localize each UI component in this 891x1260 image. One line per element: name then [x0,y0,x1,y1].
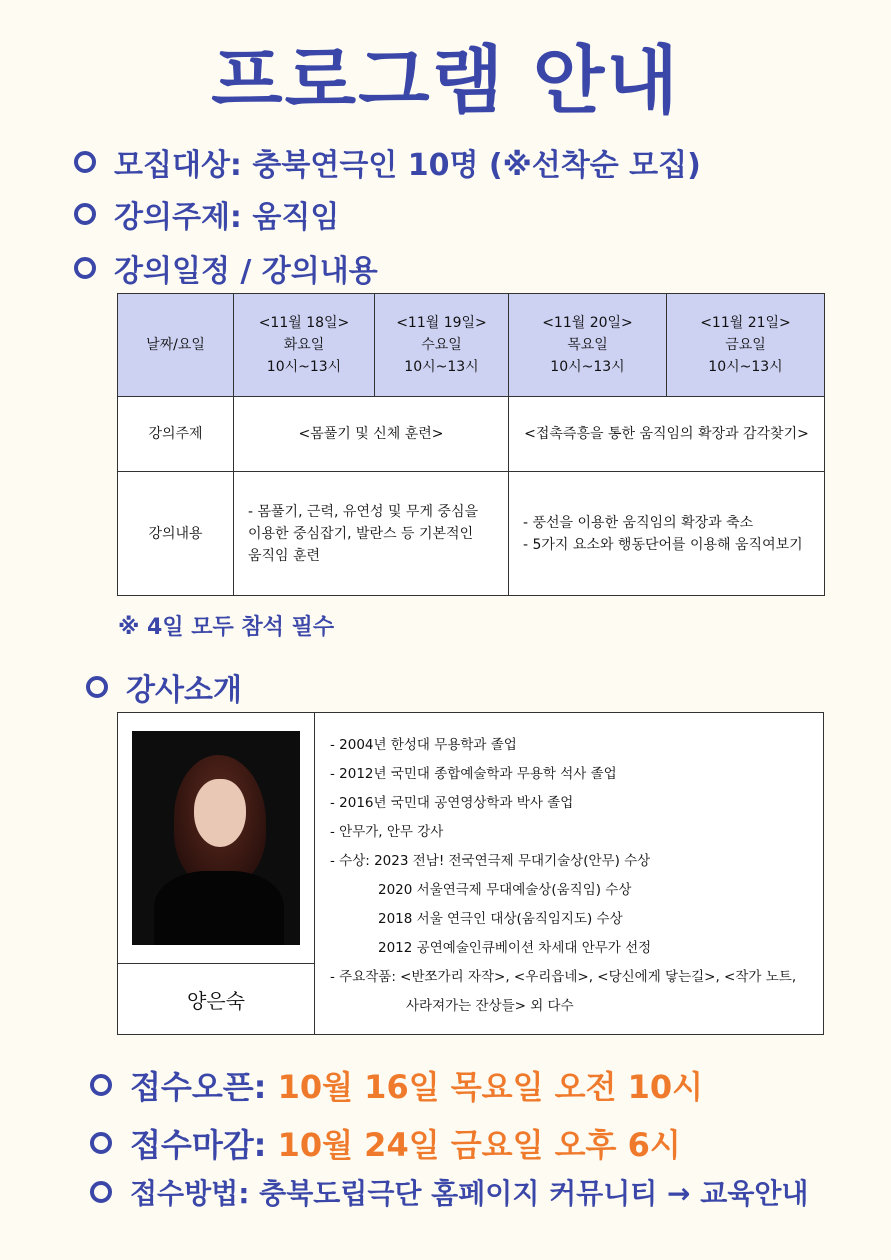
registration-method-label: 접수방법: [130,1177,250,1210]
topic-first-cell: <몸풀기 및 신체 훈련> [234,397,509,472]
page-title: 프로그램 안내 [211,38,680,124]
instructor-name: 양은숙 [118,963,314,1035]
content-row-label: 강의내용 [118,472,234,596]
attendance-note: ※ 4일 모두 참석 필수 [118,615,335,640]
instructor-box [117,712,824,1035]
recruit-target-value: 충북연극인 10명 (※선착순 모집) [252,148,701,183]
recruit-target-line [74,140,701,184]
instructor-heading: 강사소개 [126,673,242,708]
ring-bullet-icon [74,257,96,279]
schedule-day-cell: <11월 19일> 수요일 10시~13시 [375,294,509,397]
ring-bullet-icon [74,203,96,225]
lecture-topic-line [74,192,339,236]
schedule-day-cell: <11월 21일> 금요일 10시~13시 [667,294,825,397]
bio-line: - 2016년 국민대 공연영상학과 박사 졸업 [330,795,574,811]
instructor-photo [132,731,300,945]
bio-line: 2020 서울연극제 무대예술상(움직임) 수상 [378,882,632,898]
registration-method-line [90,1172,808,1212]
registration-open-value: 10월 16일 목요일 오전 10시 [277,1068,704,1106]
registration-open-label: 접수오픈: [130,1068,267,1106]
ring-bullet-icon [86,676,108,698]
schedule-day-cell: <11월 20일> 목요일 10시~13시 [509,294,667,397]
schedule-topic-row [118,397,825,472]
lecture-topic-value: 움직임 [252,200,340,235]
schedule-heading-line [74,246,378,290]
ring-bullet-icon [90,1132,112,1154]
bio-line: 사라져가는 잔상들> 외 다수 [406,998,574,1014]
content-second-cell: - 풍선을 이용한 움직임의 확장과 축소 - 5가지 요소와 행동단어를 이용해 움직여보기 [509,472,825,596]
instructor-heading-line [86,665,242,709]
ring-bullet-icon [90,1181,112,1203]
instructor-photo-column [118,713,315,1034]
topic-second-cell: <접촉즉흥을 통한 움직임의 확장과 감각찾기> [509,397,825,472]
schedule-day-cell: <11월 18일> 화요일 10시~13시 [234,294,375,397]
registration-close-line [90,1120,681,1166]
schedule-table [117,293,825,596]
bio-line: 2018 서울 연극인 대상(움직임지도) 수상 [378,911,623,927]
bio-line: - 수상: 2023 전남! 전국연극제 무대기술상(안무) 수상 [330,853,651,869]
ring-bullet-icon [74,151,96,173]
bio-line: 2012 공연예술인큐베이션 차세대 안무가 선정 [378,940,652,956]
schedule-corner-cell: 날짜/요일 [118,294,234,397]
bio-line: - 주요작품: <반쪼가리 자작>, <우리읍네>, <당신에게 닿는길>, <작가 노트, [330,969,797,985]
registration-method-value: 충북도립극단 홈페이지 커뮤니티 → 교육안내 [259,1177,809,1210]
recruit-target-label: 모집대상: [114,148,242,183]
schedule-heading: 강의일정 / 강의내용 [114,254,378,289]
registration-open-line [90,1062,703,1108]
lecture-topic-label: 강의주제: [114,200,242,235]
bio-line: - 안무가, 안무 강사 [330,824,444,840]
bio-line: - 2004년 한성대 무용학과 졸업 [330,737,517,753]
instructor-bio [330,731,810,1021]
topic-row-label: 강의주제 [118,397,234,472]
ring-bullet-icon [90,1074,112,1096]
schedule-header-row [118,294,825,397]
schedule-content-row [118,472,825,596]
bio-line: - 2012년 국민대 종합예술학과 무용학 석사 졸업 [330,766,617,782]
registration-close-value: 10월 24일 금요일 오후 6시 [277,1126,681,1164]
content-first-cell: - 몸풀기, 근력, 유연성 및 무게 중심을 이용한 중심잡기, 발란스 등 기본적인 움직임 훈련 [234,472,509,596]
registration-close-label: 접수마감: [130,1126,267,1164]
